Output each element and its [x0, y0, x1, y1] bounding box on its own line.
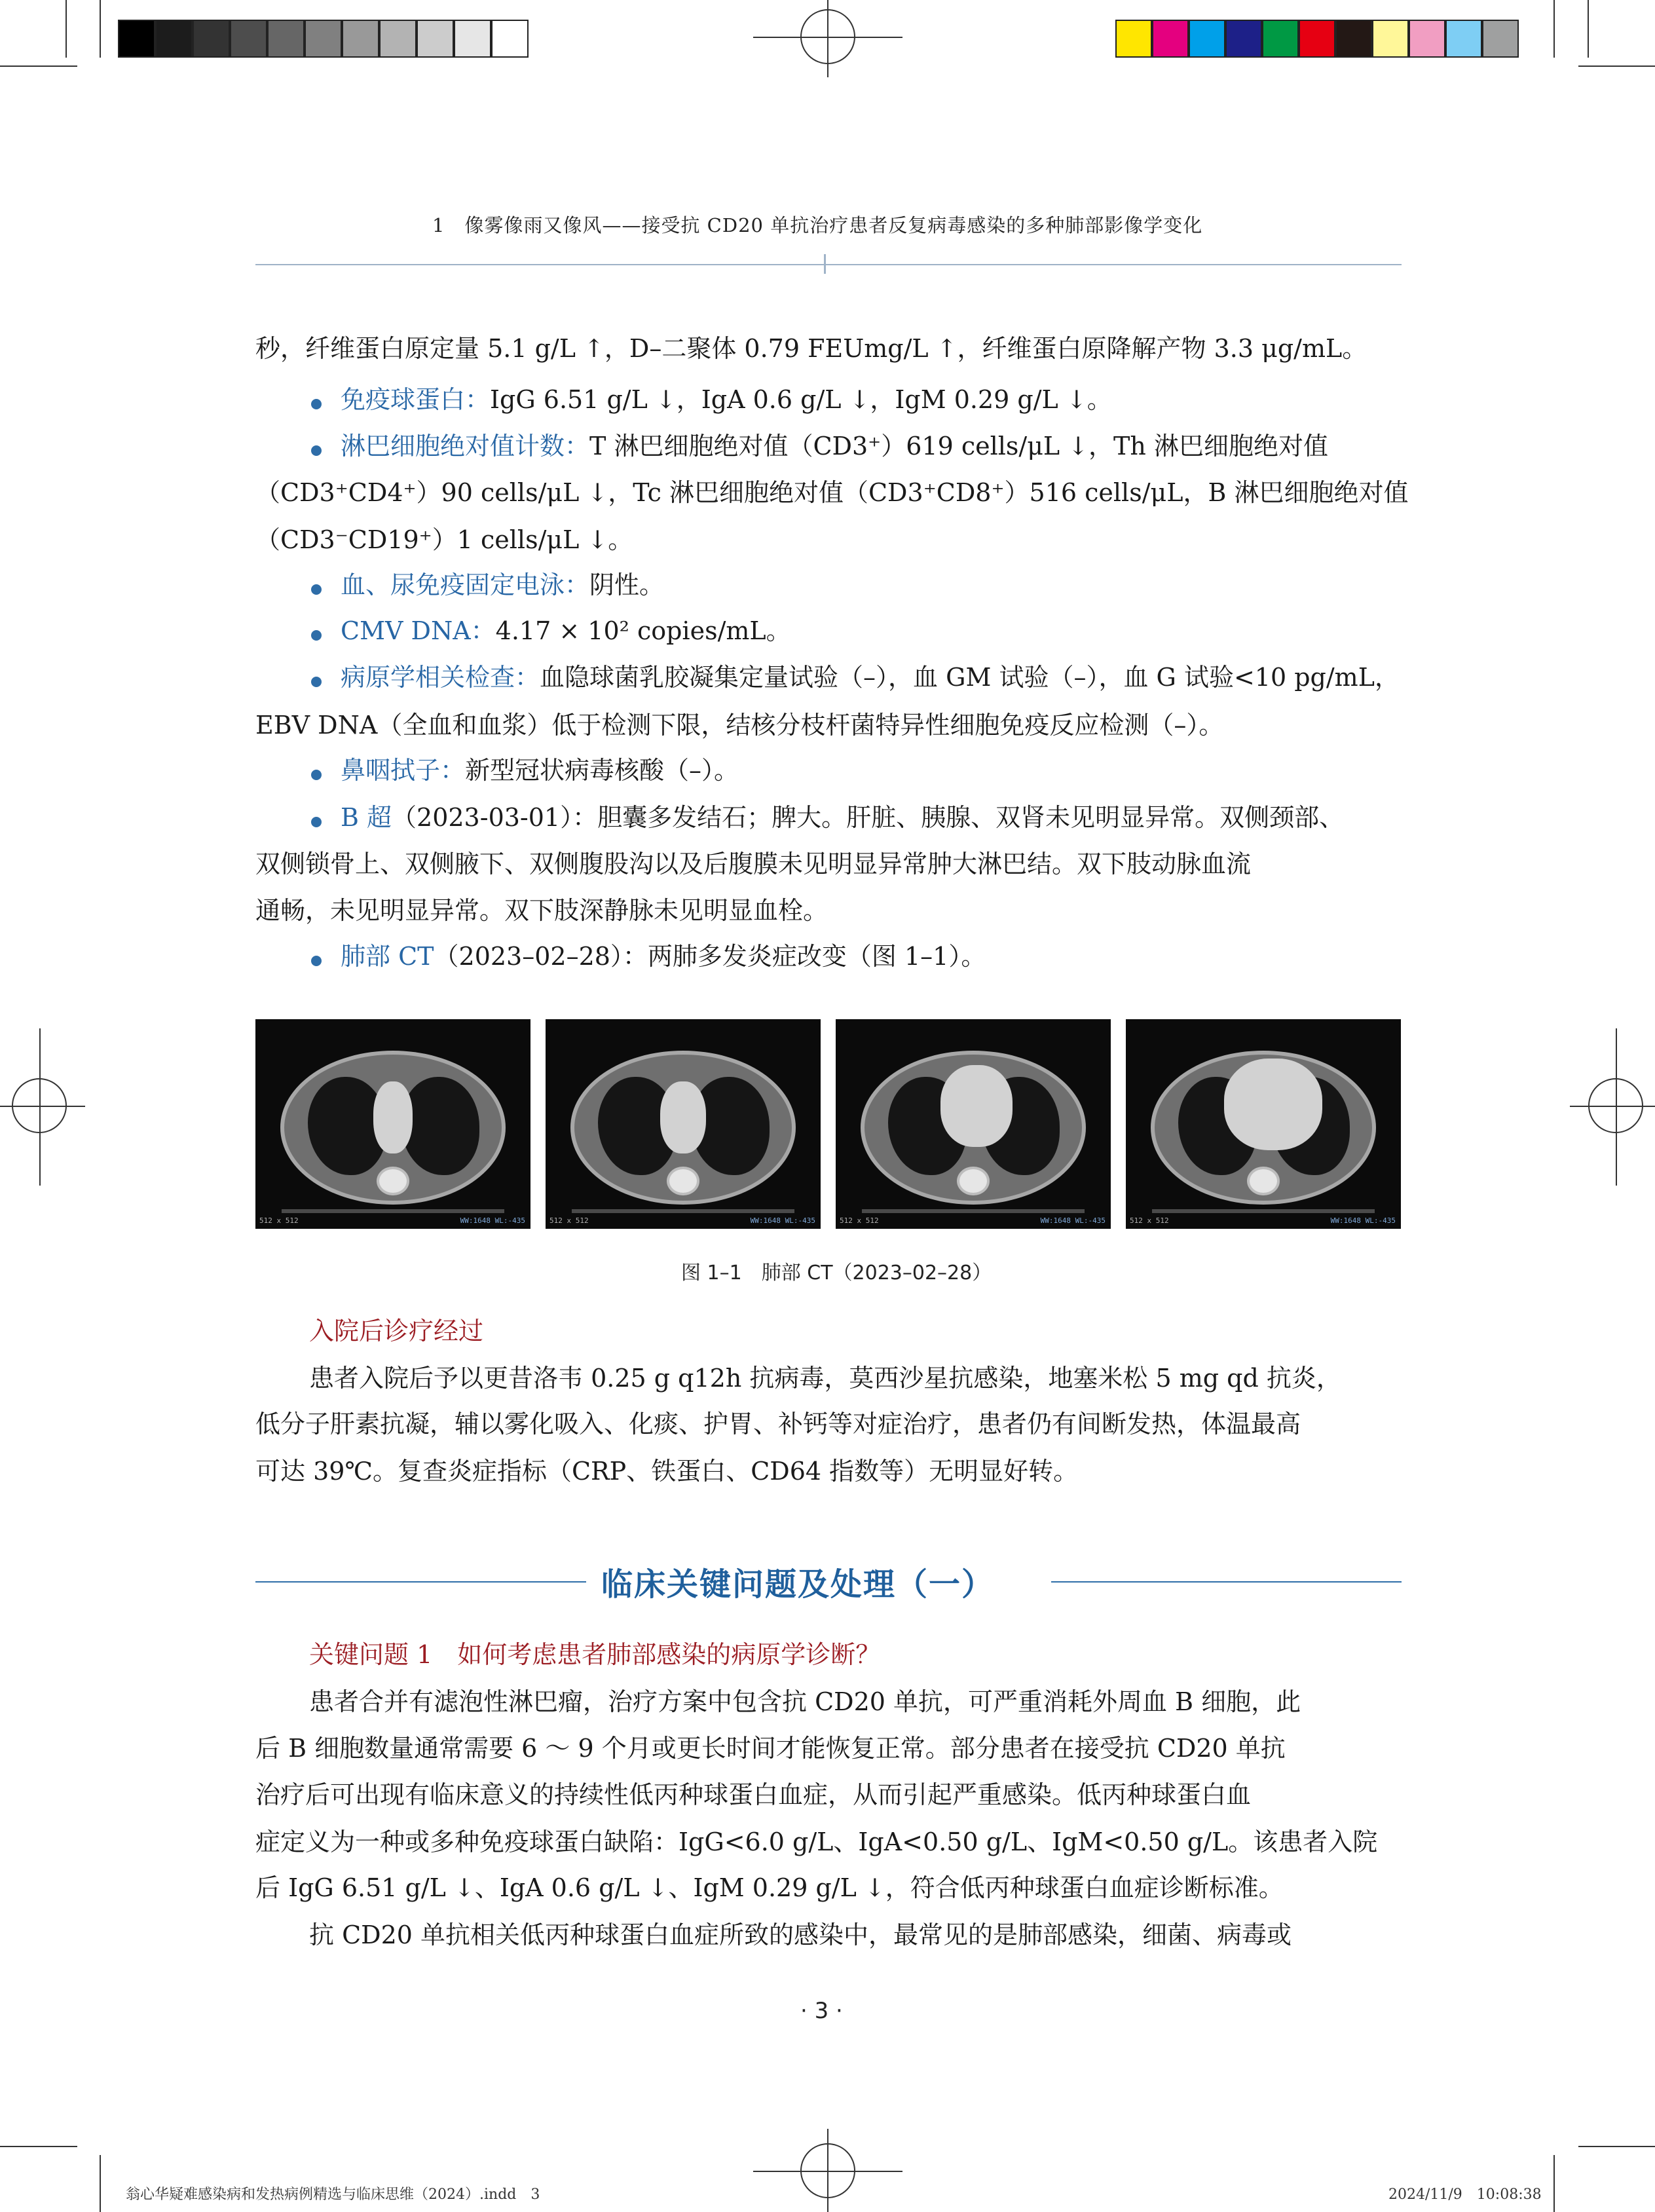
gray-swatch [193, 20, 230, 58]
immunoglobulin-label: 免疫球蛋白： [341, 385, 491, 414]
color-swatch [1189, 20, 1225, 58]
gray-swatch [230, 20, 267, 58]
key-question-line: 患者合并有滤泡性淋巴瘤，治疗方案中包含抗 CD20 单抗，可严重消耗外周血 B 细胞，此 [309, 1687, 1301, 1716]
pathogen-line-2: EBV DNA（全血和血浆）低于检测下限，结核分枝杆菌特异性细胞免疫反应检测（–）。 [255, 711, 1224, 740]
bullet-dot [311, 817, 322, 827]
header-tick [824, 254, 826, 274]
color-swatch [1409, 20, 1445, 58]
gray-swatch [118, 20, 155, 58]
ct-image-4 [1126, 1019, 1401, 1229]
pathogen-result: 血隐球菌乳胶凝集定量试验（–），血 GM 试验（–），血 G 试验<10 pg/mL， [540, 663, 1400, 692]
section-rule-right [1051, 1581, 1402, 1583]
section-title: 临床关键问题及处理（一） [601, 1566, 995, 1603]
swab-result: 新型冠状病毒核酸（–）。 [465, 756, 739, 785]
gray-swatch [417, 20, 454, 58]
ultrasound-item [341, 802, 1487, 833]
ct-image-2 [546, 1019, 821, 1229]
gray-swatch [305, 20, 342, 58]
lymphocyte-item [341, 430, 1487, 462]
pathogen-item [341, 662, 1487, 693]
cmv-label: CMV DNA： [341, 616, 496, 645]
ct-matrix-label: 512 x 512 [549, 1216, 589, 1225]
course-heading: 入院后诊疗经过 [309, 1317, 484, 1345]
lymphocyte-line-3: （CD3⁻CD19⁺）1 cells/μL ↓。 [255, 525, 633, 554]
ct-window-label: WW:1648 WL:-435 [1330, 1216, 1396, 1225]
color-swatch [1372, 20, 1409, 58]
color-swatch [1225, 20, 1262, 58]
color-swatch [1335, 20, 1372, 58]
immunofixation-label: 血、尿免疫固定电泳： [341, 571, 590, 599]
body-line: 秒，纤维蛋白原定量 5.1 g/L ↑，D–二聚体 0.79 FEUmg/L ↑，纤维蛋白原降解产物 3.3 μg/mL。 [255, 334, 1367, 363]
section-rule-left [255, 1581, 586, 1583]
ultrasound-result: （2023-03-01）：胆囊多发结石；脾大。肝脏、胰腺、双肾未见明显异常。双侧颈部、 [392, 803, 1345, 832]
key-question-line: 后 IgG 6.51 g/L ↓、IgA 0.6 g/L ↓、IgM 0.29 g/L ↓，符合低丙种球蛋白血症诊断标准。 [255, 1873, 1284, 1902]
color-swatch [1482, 20, 1519, 58]
ct-matrix-label: 512 x 512 [1130, 1216, 1169, 1225]
bullet-dot [311, 630, 322, 641]
color-swatch [1152, 20, 1189, 58]
color-swatch [1445, 20, 1482, 58]
ct-window-label: WW:1648 WL:-435 [750, 1216, 815, 1225]
key-question-line: 抗 CD20 单抗相关低丙种球蛋白血症所致的感染中，最常见的是肺部感染，细菌、病毒或 [309, 1921, 1292, 1949]
color-swatch [1115, 20, 1152, 58]
immunofixation-item [341, 569, 1487, 601]
slug-timestamp: 2024/11/9 10:08:38 [1388, 2186, 1542, 2203]
ultrasound-label: B 超 [341, 803, 392, 832]
page-number: · 3 · [800, 1998, 843, 2024]
color-swatch [1299, 20, 1335, 58]
course-line: 患者入院后予以更昔洛韦 0.25 g q12h 抗病毒，莫西沙星抗感染，地塞米松 5 mg qd 抗炎， [309, 1364, 1341, 1393]
bullet-dot [311, 584, 322, 595]
color-swatch [1262, 20, 1299, 58]
immunoglobulin-item [341, 384, 1487, 415]
gray-swatch [454, 20, 491, 58]
ultrasound-line-3: 通畅，未见明显异常。双下肢深静脉未见明显血栓。 [255, 896, 828, 925]
ct-matrix-label: 512 x 512 [259, 1216, 299, 1225]
immunoglobulin-values: IgG 6.51 g/L ↓，IgA 0.6 g/L ↓，IgM 0.29 g/L ↓。 [490, 385, 1112, 414]
cmv-result: 4.17 × 10² copies/mL。 [495, 616, 791, 645]
lung-ct-result: （2023–02–28）：两肺多发炎症改变（图 1–1）。 [434, 942, 986, 971]
ct-image-1 [255, 1019, 530, 1229]
key-question-line: 治疗后可出现有临床意义的持续性低丙种球蛋白血症，从而引起严重感染。低丙种球蛋白血 [255, 1780, 1252, 1809]
key-question-heading: 关键问题 1 如何考虑患者肺部感染的病原学诊断？ [309, 1640, 881, 1669]
slug-file-name: 翁心华疑难感染病和发热病例精选与临床思维（2024）.indd 3 [126, 2186, 540, 2203]
pathogen-label: 病原学相关检查： [341, 663, 540, 692]
gray-swatch [267, 20, 305, 58]
lymphocyte-line-2: （CD3⁺CD4⁺）90 cells/μL ↓，Tc 淋巴细胞绝对值（CD3⁺CD8⁺）516 cells/μL，B 淋巴细胞绝对值 [255, 478, 1409, 507]
course-line: 可达 39℃。复查炎症指标（CRP、铁蛋白、CD64 指数等）无明显好转。 [255, 1457, 1079, 1486]
ct-window-label: WW:1648 WL:-435 [460, 1216, 525, 1225]
ct-image-3 [836, 1019, 1111, 1229]
header-rule [255, 264, 1402, 265]
cmv-item [341, 615, 1487, 647]
bullet-dot [311, 677, 322, 687]
figure-caption: 图 1–1 肺部 CT（2023–02–28） [681, 1262, 992, 1284]
lymphocyte-label: 淋巴细胞绝对值计数： [341, 432, 590, 460]
lymphocyte-values: T 淋巴细胞绝对值（CD3⁺）619 cells/μL ↓，Th 淋巴细胞绝对值 [589, 432, 1328, 460]
immunofixation-result: 阴性。 [589, 571, 665, 599]
swab-item [341, 755, 1487, 786]
gray-swatch [342, 20, 379, 58]
ct-matrix-label: 512 x 512 [840, 1216, 879, 1225]
key-question-line: 后 B 细胞数量通常需要 6 ～ 9 个月或更长时间才能恢复正常。部分患者在接受抗 CD20 单抗 [255, 1734, 1286, 1763]
swab-label: 鼻咽拭子： [341, 756, 466, 785]
bullet-dot [311, 770, 322, 780]
bullet-dot [311, 445, 322, 456]
ct-window-label: WW:1648 WL:-435 [1040, 1216, 1106, 1225]
course-line: 低分子肝素抗凝，辅以雾化吸入、化痰、护胃、补钙等对症治疗，患者仍有间断发热，体温最高 [255, 1410, 1301, 1438]
running-header: 1 像雾像雨又像风——接受抗 CD20 单抗治疗患者反复病毒感染的多种肺部影像学变化 [432, 214, 1203, 236]
key-question-line: 症定义为一种或多种免疫球蛋白缺陷：IgG<6.0 g/L、IgA<0.50 g/L、IgM<0.50 g/L。该患者入院 [255, 1828, 1378, 1856]
gray-swatch [491, 20, 529, 58]
ultrasound-line-2: 双侧锁骨上、双侧腋下、双侧腹股沟以及后腹膜未见明显异常肿大淋巴结。双下肢动脉血流 [255, 850, 1252, 878]
lung-ct-item [341, 941, 1487, 972]
bullet-dot [311, 399, 322, 409]
gray-swatch [379, 20, 417, 58]
gray-swatch [155, 20, 193, 58]
lung-ct-label: 肺部 CT [341, 942, 434, 971]
bullet-dot [311, 956, 322, 966]
